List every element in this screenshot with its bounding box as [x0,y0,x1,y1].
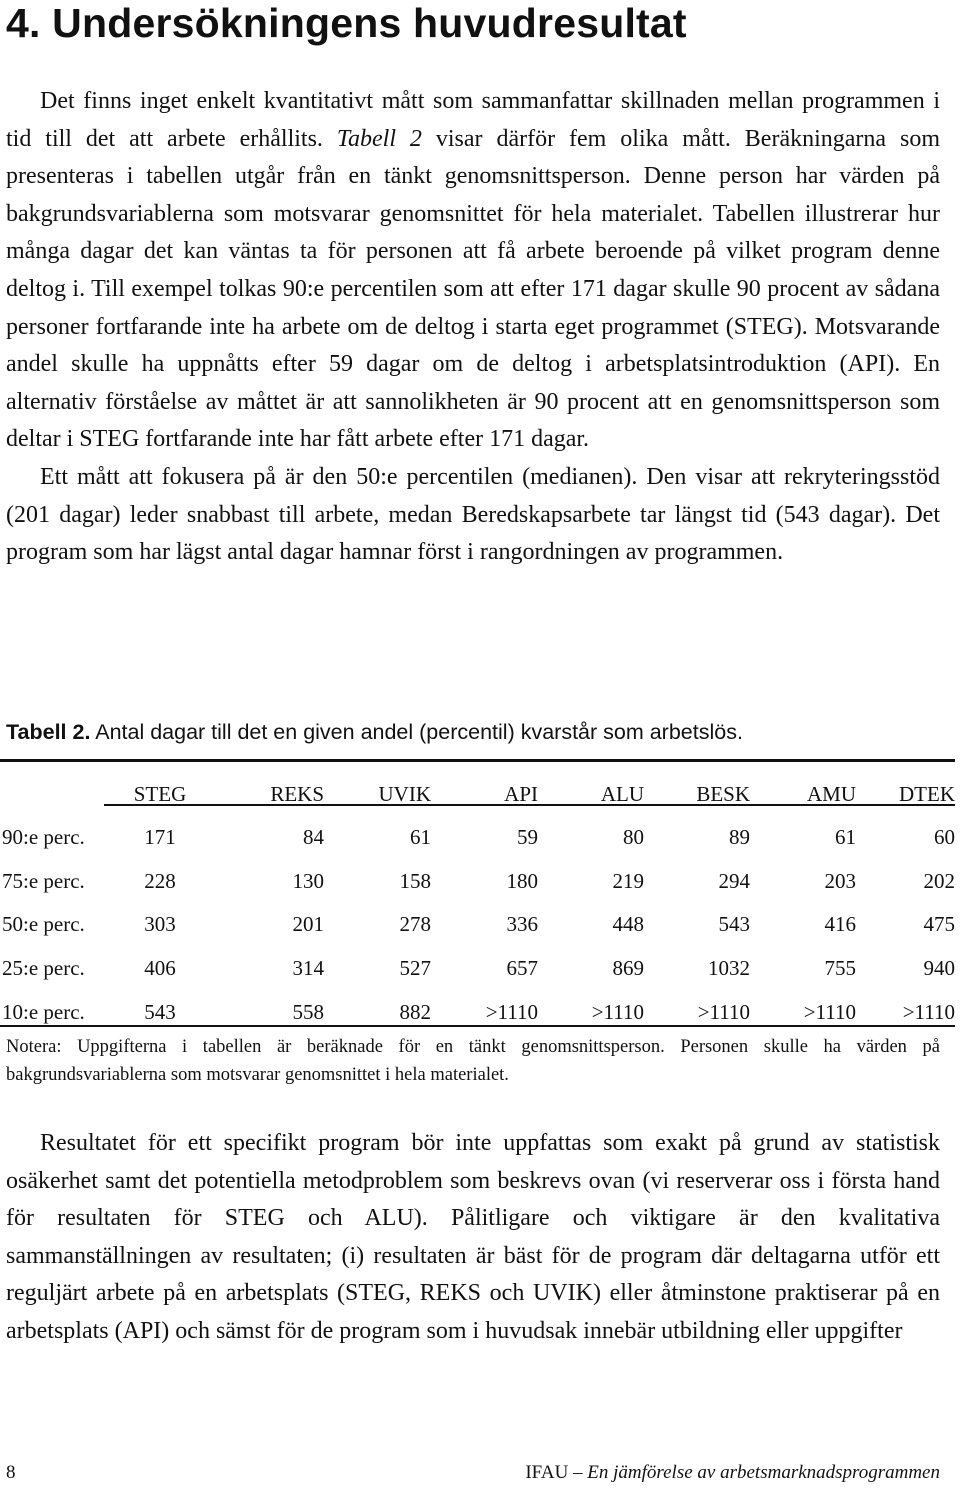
table-cell: 202 [923,868,955,893]
table-cell: >1110 [902,999,955,1024]
table-cell: 180 [506,868,538,893]
table-reference: Tabell 2 [336,125,422,152]
table-cell: 61 [835,825,856,850]
table-cell: 130 [292,868,324,893]
table-row [2,903,955,947]
row-label: 50:e perc. [2,912,85,937]
table-caption-label: Tabell 2. [6,720,91,744]
column-header: DTEK [899,781,955,806]
table-cell: 448 [612,912,644,937]
row-label: 75:e perc. [2,868,85,893]
percentile-table [2,772,955,1034]
table-cell: 80 [623,825,644,850]
table-cell: 278 [399,912,431,937]
paragraph-3: Resultatet för ett specifikt program bör inte uppfattas som exakt på grund av statistisk osäkerhet samt det potentiella metodproblem som beskrevs ovan (vi reserverar oss i första hand för resultaten för STEG och ALU). Pålitligare och viktigare är den kvalitativa sammanställningen av resultaten; (i) resultaten är bäst för de program där deltagarna utför ett reguljärt arbete på en arbetsplats (STEG, REKS och UVIK) eller åtminstone praktiserar på en arbetsplats (API) och sämst för de program som i huvudsak innebär utbildning eller uppgifter [6,1130,940,1344]
table-row [2,860,955,904]
footer-title: En jämförelse av arbetsmarknadsprogrammen [587,1462,940,1483]
paragraph-1-part-2: visar därför fem olika mått. Beräkningarna som presenteras i tabellen utgår från en tänkt genomsnittsperson. Denne person har värden på bakgrundsvariablerna som motsvarar genomsnittet för hela materialet. Tabellen illustrerar hur många dagar det kan väntas ta för personen att få arbete beroende på vilket program denne deltog i. Till exempel tolkas 90:e percentilen som att efter 171 dagar skulle 90 procent av sådana personer fortfarande inte ha arbete om de deltog i starta eget programmet (STEG). Motsvarande andel skulle ha uppnåtts efter 59 dagar om de deltog i arbetsplatsintroduktion (API). En alternativ förståelse av måttet är att sannolikheten är 90 procent att en genomsnittsperson som deltar i STEG fortfarande inte har fått arbete efter 171 dagar. [6,125,941,453]
footer-separator: – [568,1462,588,1483]
table-cell: 219 [612,868,644,893]
running-footer [525,1462,940,1484]
table-cell: 203 [824,868,856,893]
column-header: API [504,781,538,806]
table-caption [6,715,743,749]
table-note: Notera: Uppgifterna i tabellen är beräknade för en tänkt genomsnittsperson. Personen skulle ha värden på bakgrundsvariablerna som motsvarar genomsnittet i hela materialet. [6,1037,940,1085]
table-cell: 314 [292,956,324,981]
table-cell: 84 [303,825,324,850]
table-cell: 527 [399,956,431,981]
body-text-bottom [6,1125,940,1351]
table-cell: 543 [144,999,176,1024]
table-cell: 543 [718,912,750,937]
table-row [2,947,955,991]
paragraph-1 [6,83,940,459]
table-cell: 1032 [708,956,750,981]
table-cell: 228 [144,868,176,893]
table-cell: >1110 [697,999,750,1024]
table-cell: 303 [144,912,176,937]
paragraph-2: Ett mått att fokusera på är den 50:e percentilen (medianen). Den visar att rekryteringsstöd (201 dagar) leder snabbast till arbete, medan Beredskapsarbete tar längst tid (543 dagar). Det program som har lägst antal dagar hamnar först i rangordningen av programmen. [6,463,940,566]
table-cell: >1110 [591,999,644,1024]
table-cell: 882 [399,999,431,1024]
table-caption-text: Antal dagar till det en given andel (percentil) kvarstår som arbetslös. [90,720,743,744]
table-cell: >1110 [803,999,856,1024]
column-header: ALU [600,781,644,806]
body-text-top [6,83,940,572]
column-header: UVIK [378,781,431,806]
table-cell: 294 [718,868,750,893]
table-cell: 201 [292,912,324,937]
table-cell: 416 [824,912,856,937]
column-header: BESK [696,781,750,806]
table-cell: 869 [612,956,644,981]
row-label: 90:e perc. [2,825,85,850]
footer-publisher: IFAU [525,1462,569,1483]
table-header-row [2,772,955,816]
table-cell: 61 [410,825,431,850]
page-number: 8 [6,1462,16,1483]
table-cell: 657 [506,956,538,981]
table-cell: 171 [144,825,176,850]
table-cell: 158 [399,868,431,893]
table-row [2,990,955,1034]
table-cell: 406 [144,956,176,981]
table-cell: 755 [824,956,856,981]
table-cell: >1110 [485,999,538,1024]
row-label: 25:e perc. [2,956,85,981]
table-row [2,816,955,860]
row-label: 10:e perc. [2,999,85,1024]
table-cell: 59 [517,825,538,850]
table-cell: 940 [923,956,955,981]
table-cell: 336 [506,912,538,937]
column-header: STEG [133,781,187,806]
section-heading: 4. Undersökningens huvudresultat [6,0,687,46]
table-cell: 60 [934,825,955,850]
column-header: REKS [270,781,324,806]
table-top-rule [0,759,955,762]
column-header: AMU [806,781,856,806]
table-cell: 558 [292,999,324,1024]
table-cell: 89 [729,825,750,850]
paragraph-1-part-1: Det finns inget enkelt kvantitativt mått som sammanfattar skillnaden mellan programmen i tid till det att arbete erhållits. [6,88,940,152]
header-corner [2,772,106,816]
table-cell: 475 [923,912,955,937]
